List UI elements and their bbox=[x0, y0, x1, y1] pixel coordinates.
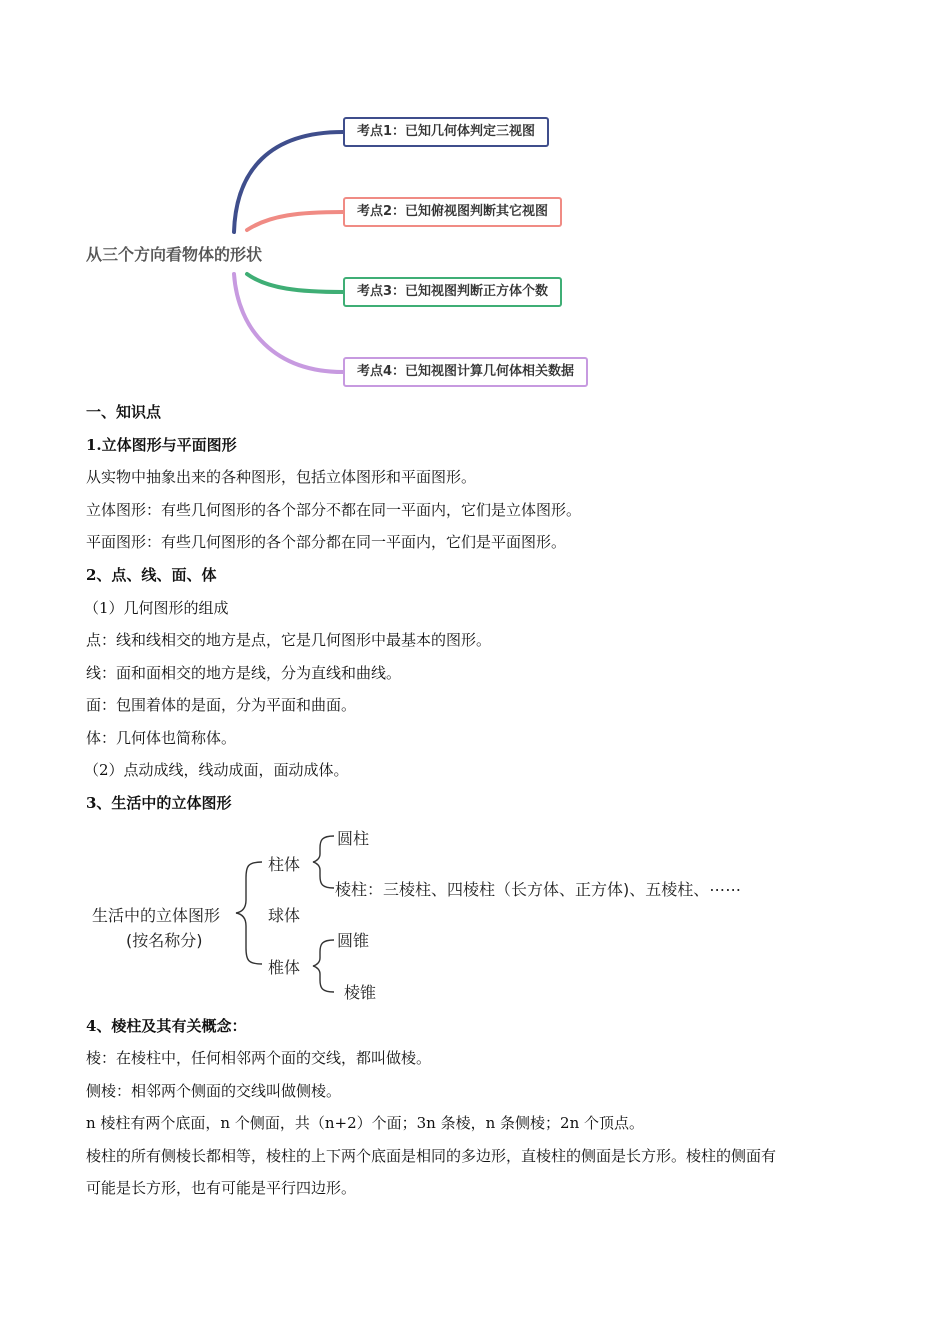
tree-lengzhui: 棱锥 bbox=[344, 983, 377, 1002]
branch-2-curve bbox=[247, 212, 343, 230]
paragraph: 棱：在棱柱中，任何相邻两个面的交线，都叫做棱。 bbox=[86, 1049, 432, 1067]
tree-yuanzhu: 圆柱 bbox=[337, 829, 370, 848]
zhuiti-brace bbox=[313, 940, 334, 992]
paragraph: 线：面和面相交的地方是线，分为直线和曲线。 bbox=[86, 664, 402, 682]
subheading-3: 3、生活中的立体图形 bbox=[86, 794, 232, 812]
branch-3-curve bbox=[247, 274, 343, 292]
tree-lengzhu: 棱柱：三棱柱、四棱柱（长方体、正方体)、五棱柱、⋯⋯ bbox=[335, 880, 742, 899]
tree-root-line2: (按名称分) bbox=[126, 931, 203, 950]
section-heading: 一、知识点 bbox=[86, 403, 162, 421]
mindmap-node-4: 考点4：已知视图计算几何体相关数据 bbox=[343, 357, 588, 387]
tree-yuanzhui: 圆锥 bbox=[337, 931, 370, 950]
paragraph: （1）几何图形的组成 bbox=[84, 599, 229, 617]
tree-zhuiti: 椎体 bbox=[268, 958, 301, 977]
mindmap-node-2: 考点2：已知俯视图判断其它视图 bbox=[343, 197, 562, 227]
paragraph: 侧棱：相邻两个侧面的交线叫做侧棱。 bbox=[86, 1082, 342, 1100]
tree-root-line1: 生活中的立体图形 bbox=[92, 906, 221, 925]
mindmap-root: 从三个方向看物体的形状 bbox=[86, 245, 263, 264]
paragraph: 棱柱的所有侧棱长都相等，棱柱的上下两个底面是相同的多边形，直棱柱的侧面是长方形。棱柱的侧面有 bbox=[86, 1147, 777, 1165]
paragraph: 体：几何体也简称体。 bbox=[86, 729, 237, 747]
paragraph: 可能是长方形，也有可能是平行四边形。 bbox=[86, 1179, 357, 1197]
zhuti-brace bbox=[313, 836, 334, 888]
paragraph: 立体图形：有些几何图形的各个部分不都在同一平面内，它们是立体图形。 bbox=[86, 501, 582, 519]
paragraph: n 棱柱有两个底面，n 个侧面，共（n+2）个面；3n 条棱，n 条侧棱；2n 个顶点。 bbox=[86, 1114, 645, 1132]
tree-zhuti: 柱体 bbox=[268, 855, 301, 874]
paragraph: 点：线和线相交的地方是点，它是几何图形中最基本的图形。 bbox=[86, 631, 492, 649]
paragraph: 面：包围着体的是面，分为平面和曲面。 bbox=[86, 696, 357, 714]
subheading-4: 4、棱柱及其有关概念： bbox=[86, 1017, 247, 1035]
subheading-2: 2、点、线、面、体 bbox=[86, 566, 217, 584]
mindmap-node-3: 考点3：已知视图判断正方体个数 bbox=[343, 277, 562, 307]
mindmap-node-1: 考点1：已知几何体判定三视图 bbox=[343, 117, 549, 147]
paragraph: 从实物中抽象出来的各种图形，包括立体图形和平面图形。 bbox=[86, 468, 477, 486]
paragraph: （2）点动成线，线动成面，面动成体。 bbox=[84, 761, 349, 779]
paragraph: 平面图形：有些几何图形的各个部分都在同一平面内，它们是平面图形。 bbox=[86, 533, 567, 551]
root-brace bbox=[236, 862, 262, 964]
subheading-1: 1.立体图形与平面图形 bbox=[86, 436, 237, 454]
tree-qiuti: 球体 bbox=[268, 906, 301, 925]
